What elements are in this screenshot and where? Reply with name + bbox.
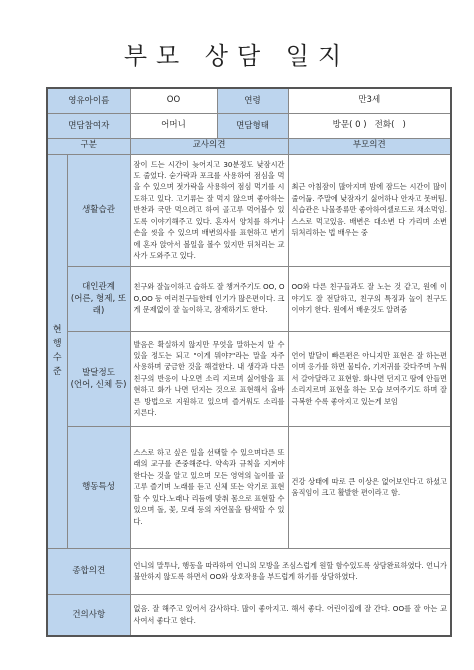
parent-opinion: 건강 상태에 따로 큰 이상은 없어보인다고 하셨고 움직임이 크고 활발한 편이라고 함.: [288, 426, 451, 548]
parent-header: 부모의견: [288, 138, 451, 154]
type-value: 방문( 0 ) 전화( ): [288, 113, 451, 138]
child-name-value: OO: [130, 88, 217, 113]
teacher-opinion: 친구와 잘놀이하고 습하도 잘 챙겨주기도 OO, OO,OO 등 여러친구들한테 인기가 많은편이다. 크게 문제없이 잘 놀이하고, 잠재하기도 한다.: [130, 266, 288, 331]
attendee-value: 어머니: [130, 113, 217, 138]
section-label: 대인관계 (어른, 형제, 또래): [67, 266, 130, 331]
summary-label: 종합의견: [47, 548, 130, 594]
section-row: [47, 266, 451, 331]
suggestion-text: 없음. 잘 해주고 있어서 감사하다. 많이 좋아지고. 해서 좋다. 어린이집에 잘 간다. OO를 잘 아는 교사여서 좋다고 한다.: [130, 594, 451, 636]
status-label-char: 현: [52, 325, 62, 335]
teacher-opinion: 잠이 드는 시간이 늦어지고 30분정도 낮잠시간도 줄었다. 숟가락과 포크를 사용하여 점심을 먹을 수 있으며 젓가락을 사용하여 점심 먹기를 시도하고 있다. 고기류는 잘 먹지 않으며 좋아하는 반찬과 국만 먹으려고 하여 골고루 먹어볼수 있도록 이야기해주고 있다. 혼자서 양치를 하거나 손을 씻을 수 있으며 배변의사를 표현하고 변기에 혼자 앉아서 볼일을 볼수 있지만 뒤처리는 교사가 도와주고 있다.: [130, 154, 288, 266]
age-label: 연령: [217, 88, 288, 113]
child-name-label: 영유아이름: [47, 88, 130, 113]
parent-opinion: OO와 다른 친구들과도 잘 노는 것 같고, 원에 이야기도 잘 전달하고, 친구의 특징과 놀이 친구도 이야기 한다. 원에서 배운것도 알려줌: [288, 266, 451, 331]
type-label: 면담형태: [217, 113, 288, 138]
status-label: [47, 154, 67, 548]
age-value: 만3세: [288, 88, 451, 113]
info-row-2: [47, 113, 451, 138]
counseling-table: [46, 87, 452, 637]
teacher-opinion: 발음은 확실하지 않지만 무엇을 말하는지 알 수 있을 정도는 되고 "이게 뭐야?"라는 말을 자주 사용하며 궁금한 것을 해결한다. 내 생각과 다른 친구의 반응이 나오면 소리 지르며 싫어함을 표현하고 화가 나면 던지는 것으로 표현해서 올바른 방법으로 지원하고 있으며 즐거워도 소리를 지른다.: [130, 331, 288, 426]
section-row: [47, 331, 451, 426]
parent-opinion: 언어 발달이 빠른편은 아니지만 표현은 잘 하는편이며 응가를 하면 물티슈, 기저귀를 갖다주며 누워서 갈아달라고 표현함. 화나면 던지고 땀에 안들면 소리지르며 표현을 하는 모습 보여주기도 하며 잘 극복한 수록 좋아지고 있는게 보임: [288, 331, 451, 426]
page-title: 부모 상담 일지: [123, 42, 351, 70]
status-label-char: 수: [52, 353, 62, 363]
section-label: 생활습관: [67, 154, 130, 266]
summary-row: [47, 548, 451, 594]
teacher-header: 교사의견: [130, 138, 288, 154]
summary-text: 언니의 말투나, 행동을 따라하여 언니의 모방을 조심스럽게 원할 함수있도록 상담완료하였다. 언니가 불안하지 않도록 하면서 OO와 상호작용을 부드럽게 하기를 상담하였다.: [130, 548, 451, 594]
header-row: [47, 138, 451, 154]
teacher-opinion: 스스로 하고 싶은 일을 선택할 수 있으며다른 또래의 교구를 존중해준다. 약속과 규칙을 지켜야 한다는 것을 알고 있으며 모든 영역의 놀이를 골고루 즐기며 노래를 듣고 신체 또는 악기로 표현 할 수 있다.노래나 리듬에 맞춰 몸으로 표현할 수 있으며 돌, 꽃, 모래 등의 자연물을 탐색할 수 있다.: [130, 426, 288, 548]
attendee-label: 면담참여자: [47, 113, 130, 138]
status-label-char: 행: [52, 339, 62, 349]
section-label: 행동특성: [67, 426, 130, 548]
info-row-1: [47, 88, 451, 113]
suggestion-row: [47, 594, 451, 636]
parent-opinion: 최근 아침잠이 많아지며 밤에 잠드는 시간이 많이 줄어듦. 주말에 낮잠자기 싫어하나 안자고 못버팀. 식습관은 나물종류만 좋아하여셀로드로 채소먹임. 스스로 먹고있음. 배변은 대소변 다 가리며 소변 뒤처리하는 법 배우는 중: [288, 154, 451, 266]
section-label: 발달정도 (언어, 신체 등): [67, 331, 130, 426]
section-row: [47, 426, 451, 548]
status-char: [48, 323, 67, 379]
section-row: [47, 154, 451, 266]
category-header: 구분: [47, 138, 130, 154]
suggestion-label: 건의사항: [47, 594, 130, 636]
status-label-char: 준: [52, 367, 62, 377]
